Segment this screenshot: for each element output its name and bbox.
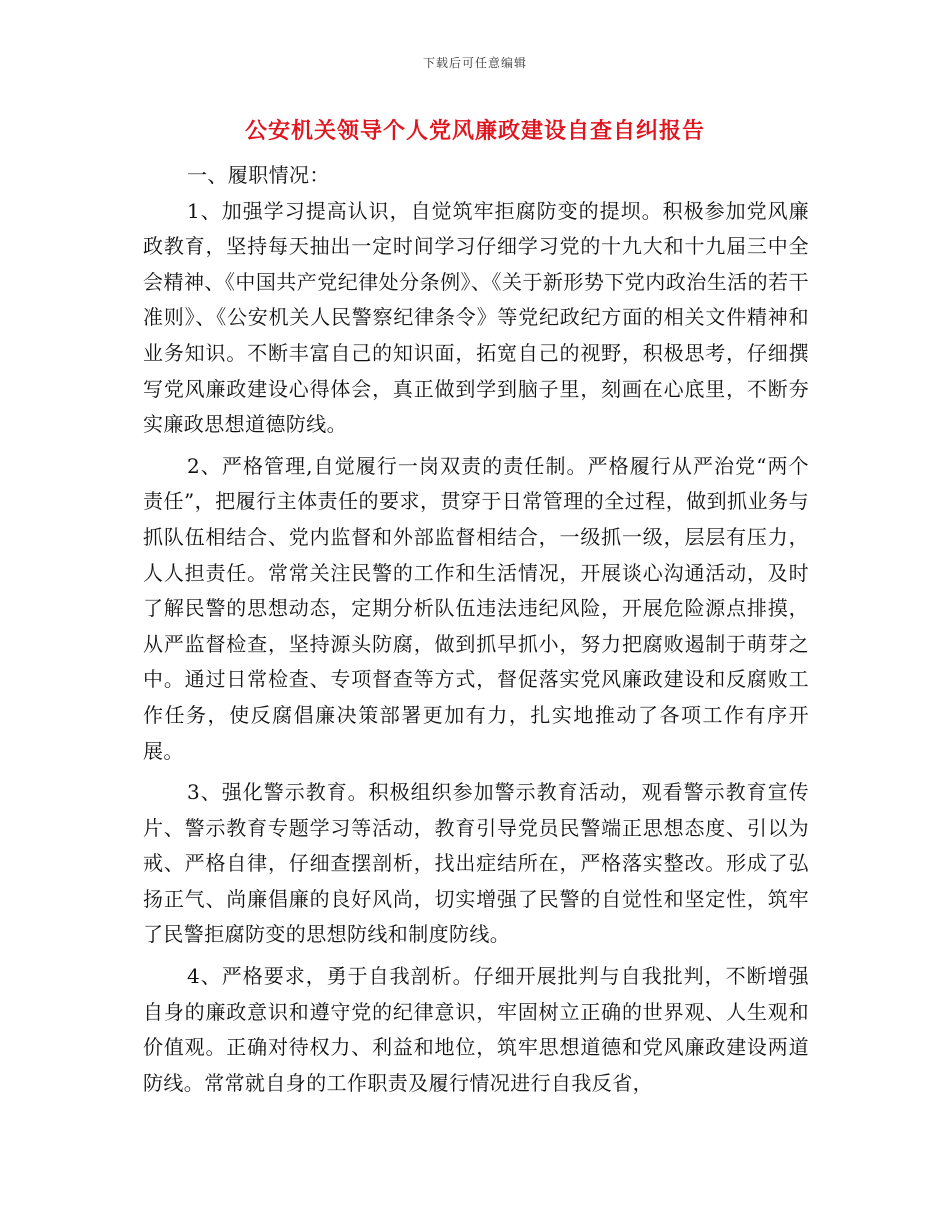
- paragraph-4: 4、严格要求，勇于自我剖析。仔细开展批判与自我批判，不断增强自身的廉政意识和遵守党的纪律意识，牢固树立正确的世界观、人生观和价值观。正确对待权力、利益和地位，筑牢思想道德和党风廉政建设两道防线。常常就自身的工作职责及履行情况进行自我反省，: [143, 964, 809, 1095]
- document-title: 公安机关领导个人党风廉政建设自查自纠报告: [244, 118, 705, 144]
- section-heading: 一、履职情况：: [187, 163, 330, 187]
- paragraph-3: 3、强化警示教育。积极组织参加警示教育活动，观看警示教育宣传片、警示教育专题学习等活动，教育引导党员民警端正思想态度、引以为戒、严格自律，仔细查摆剖析，找出症结所在，严格落实整改。形成了弘扬正气、尚廉倡廉的良好风尚，切实增强了民警的自觉性和坚定性，筑牢了民警拒腐防变的思想防线和制度防线。: [143, 780, 809, 947]
- paragraph-2: 2、严格管理,自觉履行一岗双责的责任制。严格履行从严治党“两个责任”，把履行主体责任的要求，贯穿于日常管理的全过程，做到抓业务与抓队伍相结合、党内监督和外部监督相结合，一级抓一级，层层有压力，人人担责任。常常关注民警的工作和生活情况，开展谈心沟通活动，及时了解民警的思想动态，定期分析队伍违法违纪风险，开展危险源点排摸，从严监督检查，坚持源头防腐，做到抓早抓小，努力把腐败遏制于萌芽之中。通过日常检查、专项督查等方式，督促落实党风廉政建设和反腐败工作任务，使反腐倡廉决策部署更加有力，扎实地推动了各项工作有序开展。: [143, 453, 809, 763]
- paragraph-1: 1、加强学习提高认识，自觉筑牢拒腐防变的提坝。积极参加党风廉政教育，坚持每天抽出一定时间学习仔细学习党的十九大和十九届三中全会精神、《中国共产党纪律处分条例》、《关于新形势下党内政治生活的若干准则》、《公安机关人民警察纪律条令》等党纪政纪方面的相关文件精神和业务知识。不断丰富自己的知识面，拓宽自己的视野，积极思考，仔细撰写党风廉政建设心得体会，真正做到学到脑子里，刻画在心底里，不断夯实廉政思想道德防线。: [143, 198, 809, 437]
- header-note: 下载后可任意编辑: [422, 56, 527, 70]
- document-body: [143, 158, 809, 1101]
